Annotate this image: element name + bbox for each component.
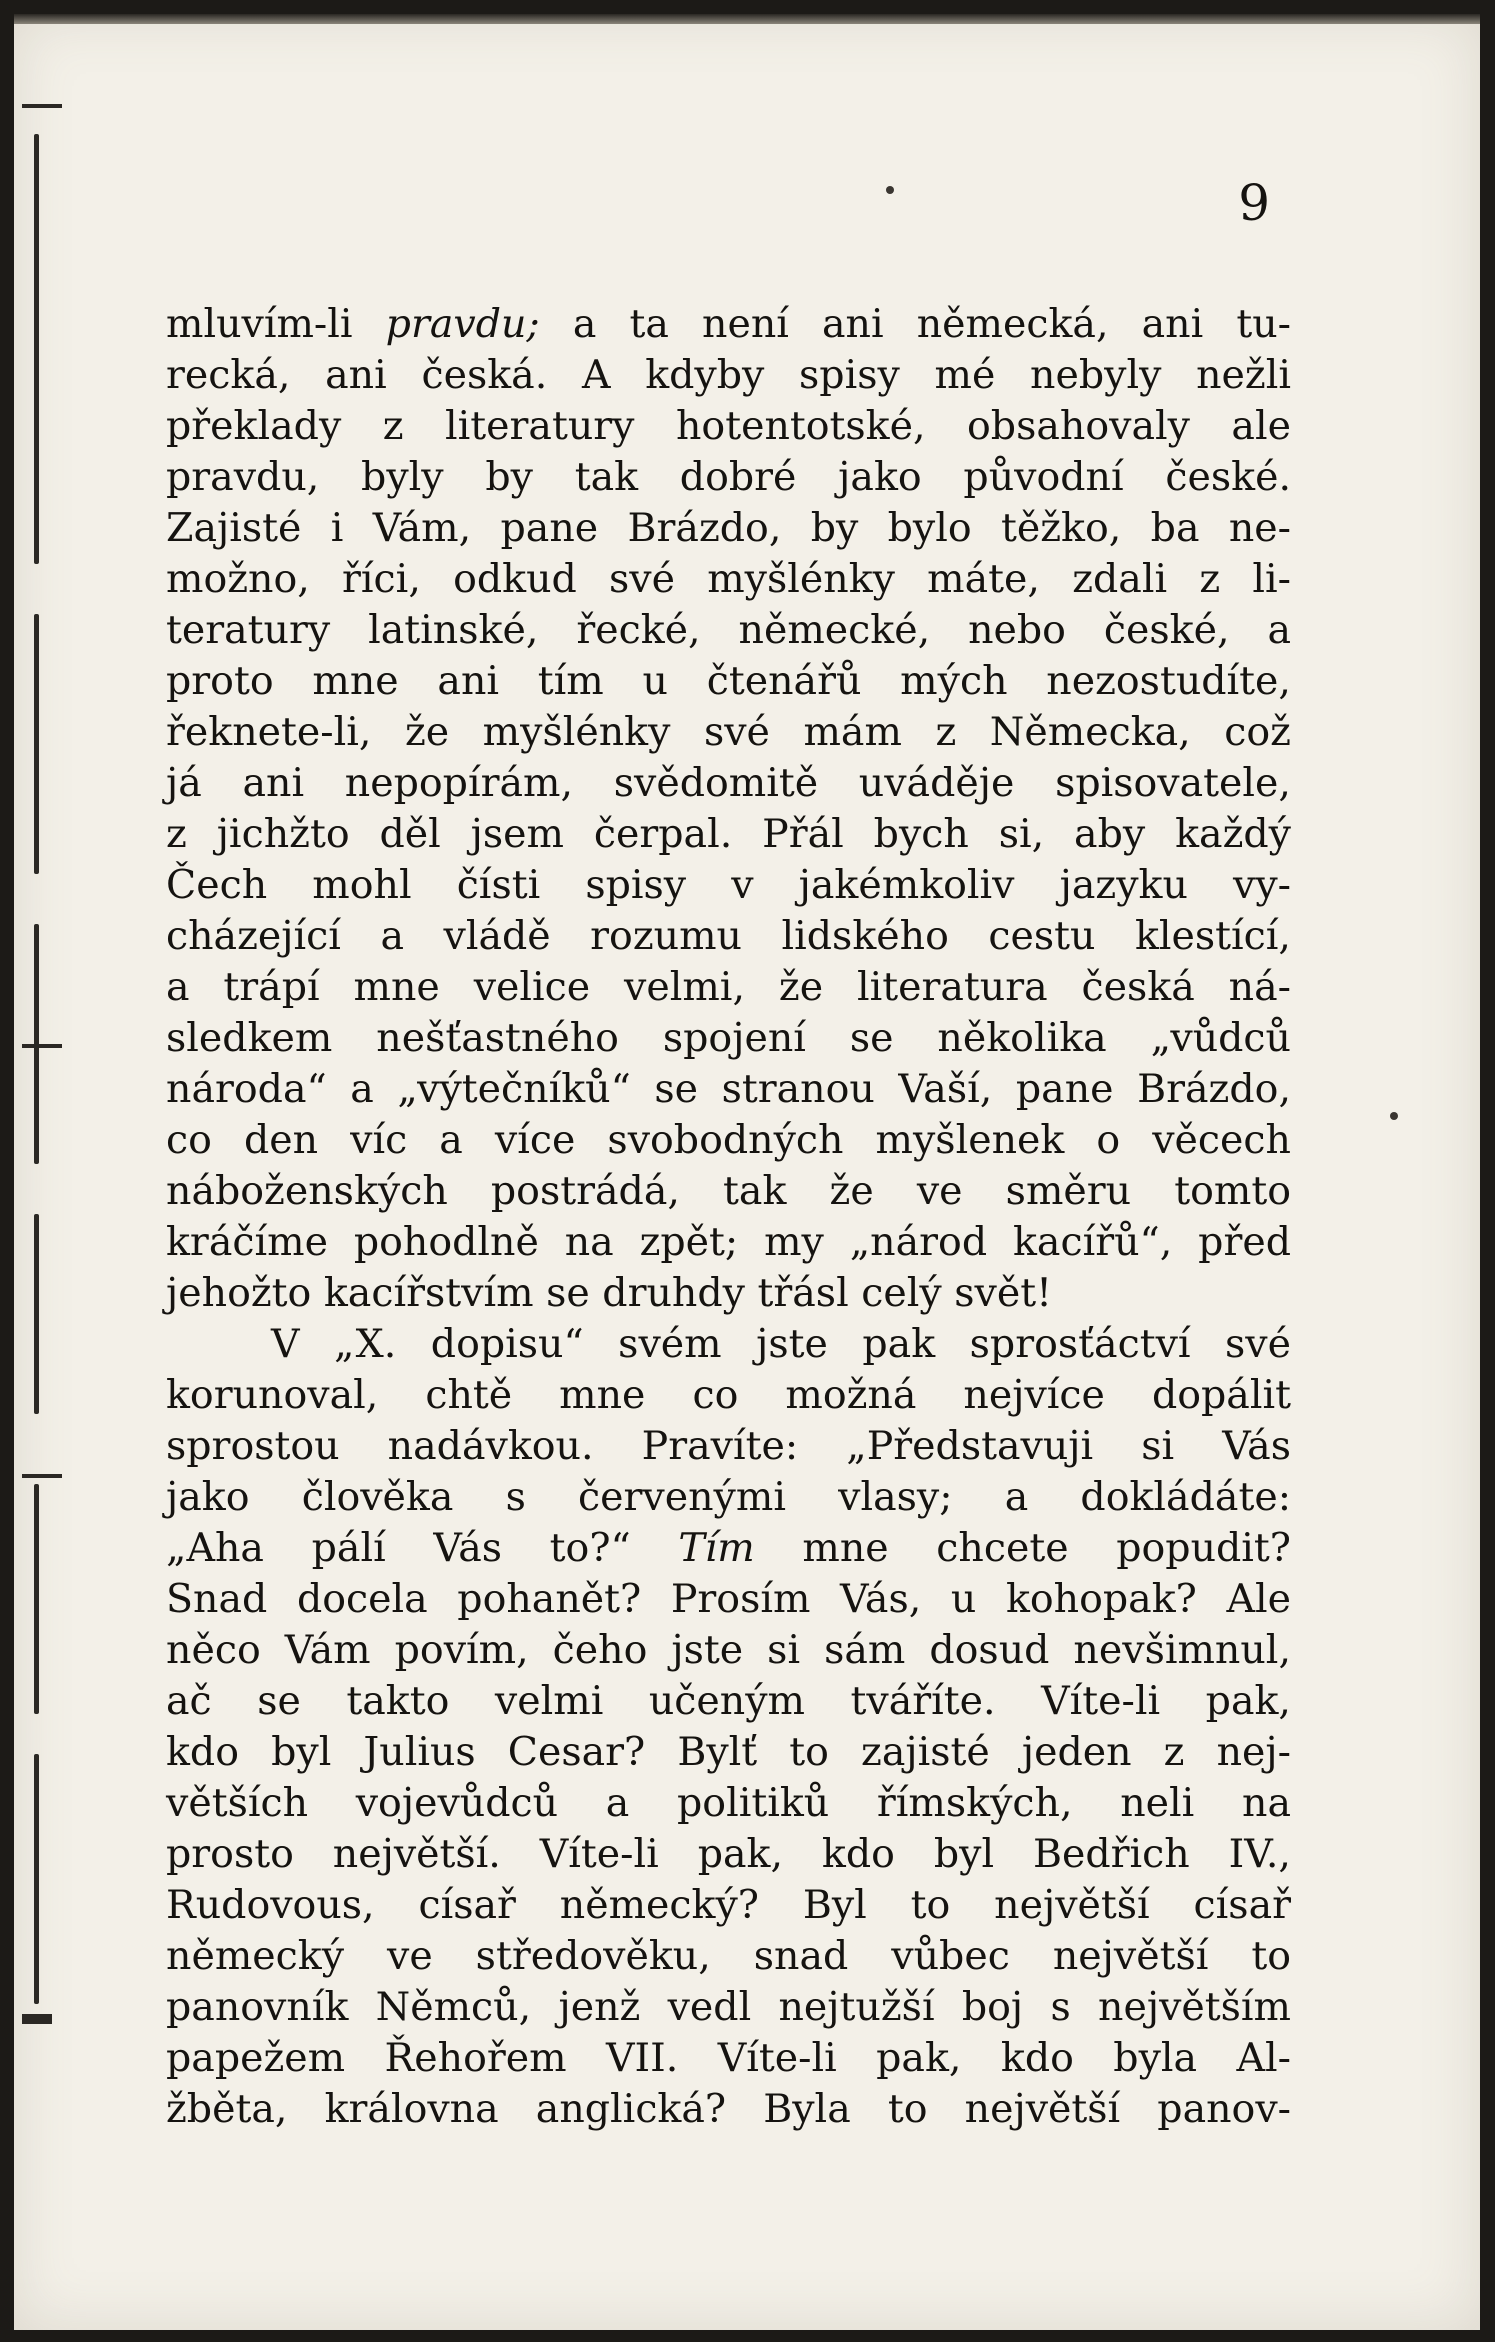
text-line	[166, 1370, 1291, 1421]
text-line	[166, 1625, 1291, 1676]
ink-speck	[886, 186, 894, 194]
binding-line	[34, 614, 39, 874]
binding-line	[34, 134, 39, 564]
text-segment: jako člověka s červenými vlasy; a dokládáte:	[166, 1474, 1291, 1520]
text-line	[166, 401, 1291, 452]
text-line	[166, 1676, 1291, 1727]
text-line	[166, 554, 1291, 605]
text-segment: žběta, královna anglická? Byla to největší panov-	[166, 2086, 1291, 2132]
text-line	[166, 1727, 1291, 1778]
binding-line	[34, 1214, 39, 1414]
book-page	[14, 14, 1480, 2330]
text-line	[166, 860, 1291, 911]
text-line	[166, 1115, 1291, 1166]
page-top-edge	[14, 14, 1480, 24]
binding-line	[34, 1754, 39, 2004]
text-segment: co den víc a více svobodných myšlenek o věcech	[166, 1117, 1291, 1163]
binding-tick	[22, 1474, 62, 1478]
page-number: 9	[1238, 174, 1270, 232]
text-segment: sledkem nešťastného spojení se několika „vůdců	[166, 1015, 1291, 1061]
text-segment: řeknete-li, že myšlénky své mám z Německa, což	[166, 709, 1291, 755]
text-line	[166, 1166, 1291, 1217]
text-segment: sprostou nadávkou. Pravíte: „Představuji si Vás	[166, 1423, 1291, 1469]
text-line	[166, 911, 1291, 962]
binding-line	[34, 1484, 39, 1714]
text-line	[166, 809, 1291, 860]
text-line	[166, 605, 1291, 656]
binding-tick	[22, 104, 62, 108]
text-segment: recká, ani česká. A kdyby spisy mé nebyly nežli	[166, 352, 1291, 398]
text-segment: větších vojevůdců a politiků římských, neli na	[166, 1780, 1291, 1826]
text-line	[166, 299, 1291, 350]
text-segment: národa“ a „výtečníků“ se stranou Vaší, pane Brázdo,	[166, 1066, 1291, 1112]
text-segment: a ta není ani německá, ani tu-	[539, 301, 1292, 347]
binding-tick	[22, 2014, 52, 2024]
text-segment: Čech mohl čísti spisy v jakémkoliv jazyku vy-	[166, 862, 1291, 908]
text-segment: já ani nepopírám, svědomitě uváděje spisovatele,	[166, 760, 1291, 806]
text-line	[166, 1319, 1291, 1370]
text-segment: kdo byl Julius Cesar? Bylť to zajisté jeden z nej-	[166, 1729, 1291, 1775]
text-line	[166, 1829, 1291, 1880]
text-segment: papežem Řehořem VII. Víte-li pak, kdo byla Al-	[166, 2035, 1291, 2081]
text-segment: V „X. dopisu“ svém jste pak sprosťáctví své	[271, 1321, 1291, 1367]
text-line	[166, 452, 1291, 503]
text-segment: něco Vám povím, čeho jste si sám dosud nevšimnul,	[166, 1627, 1291, 1673]
text-line	[166, 2033, 1291, 2084]
text-segment: náboženských postrádá, tak že ve směru tomto	[166, 1168, 1291, 1214]
binding-marks	[14, 134, 58, 2034]
text-segment: překlady z literatury hotentotské, obsahovaly ale	[166, 403, 1291, 449]
body-text	[166, 299, 1291, 2135]
text-segment: Rudovous, císař německý? Byl to největší císař	[166, 1882, 1291, 1928]
text-line	[166, 1217, 1291, 1268]
text-line	[166, 1013, 1291, 1064]
text-line	[166, 1982, 1291, 2033]
binding-tick	[22, 1044, 62, 1048]
text-segment: jehožto kacířstvím se druhdy třásl celý svět!	[166, 1270, 1052, 1316]
text-segment: proto mne ani tím u čtenářů mých nezostudíte,	[166, 658, 1291, 704]
text-line	[166, 1778, 1291, 1829]
text-line	[166, 1574, 1291, 1625]
text-segment: německý ve středověku, snad vůbec největší to	[166, 1933, 1291, 1979]
text-segment: kráčíme pohodlně na zpět; my „národ kacířů“, před	[166, 1219, 1291, 1265]
text-line	[166, 350, 1291, 401]
text-line	[166, 1931, 1291, 1982]
ink-speck	[1390, 1112, 1398, 1120]
text-segment: mne chcete popudit?	[754, 1525, 1291, 1571]
text-segment: teratury latinské, řecké, německé, nebo české, a	[166, 607, 1291, 653]
text-line	[166, 1421, 1291, 1472]
text-line	[166, 707, 1291, 758]
text-segment: „Aha pálí Vás to?“	[166, 1525, 679, 1571]
text-segment: cházející a vládě rozumu lidského cestu klestící,	[166, 913, 1291, 959]
text-line	[166, 1880, 1291, 1931]
text-line	[166, 758, 1291, 809]
text-segment: ač se takto velmi učeným tváříte. Víte-li pak,	[166, 1678, 1291, 1724]
text-line	[166, 1064, 1291, 1115]
italic-word: Tím	[678, 1525, 755, 1571]
text-line	[166, 1523, 1291, 1574]
text-segment: a trápí mne velice velmi, že literatura česká ná-	[166, 964, 1291, 1010]
text-segment: Zajisté i Vám, pane Brázdo, by bylo těžko, ba ne-	[166, 505, 1291, 551]
text-segment: panovník Němců, jenž vedl nejtužší boj s největším	[166, 1984, 1291, 2030]
text-segment: z jichžto děl jsem čerpal. Přál bych si, aby každý	[166, 811, 1291, 857]
italic-word: pravdu;	[385, 301, 540, 347]
text-line	[166, 503, 1291, 554]
text-segment: Snad docela pohanět? Prosím Vás, u kohopak? Ale	[166, 1576, 1291, 1622]
text-line	[166, 656, 1291, 707]
text-line	[166, 1268, 1291, 1319]
text-segment: možno, říci, odkud své myšlénky máte, zdali z li-	[166, 556, 1291, 602]
text-line	[166, 962, 1291, 1013]
text-segment: korunoval, chtě mne co možná nejvíce dopálit	[166, 1372, 1291, 1418]
text-segment: mluvím-li	[166, 301, 386, 347]
text-segment: prosto největší. Víte-li pak, kdo byl Bedřich IV.,	[166, 1831, 1291, 1877]
text-line	[166, 2084, 1291, 2135]
text-line	[166, 1472, 1291, 1523]
text-segment: pravdu, byly by tak dobré jako původní české.	[166, 454, 1291, 500]
